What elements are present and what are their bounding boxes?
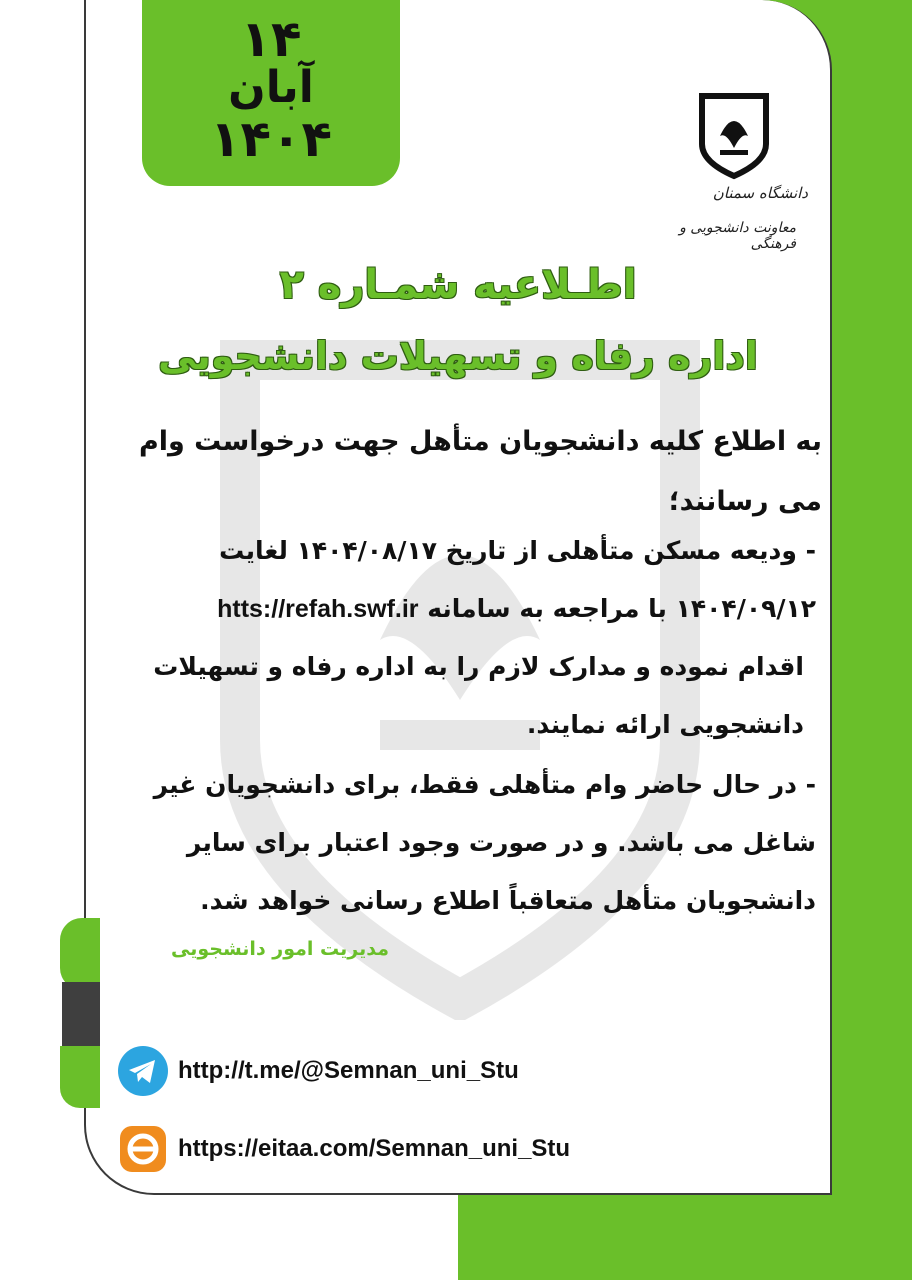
bullet-housing-deposit xyxy=(126,522,816,754)
eitaa-icon xyxy=(118,1124,168,1174)
bullet1-text-b: اقدام نموده و مدارک لازم را به اداره رفاه و تسهیلات دانشجویی ارائه نمایند. xyxy=(153,652,804,739)
signature: مدیریت امور دانشجویی xyxy=(171,938,389,960)
intro-paragraph: به اطلاع کلیه دانشجویان متأهل جهت درخواست وام می رسانند؛ xyxy=(138,426,822,517)
date-day: ۱۴ xyxy=(240,10,302,68)
refah-system-link[interactable]: htts://refah.swf.ir xyxy=(217,595,419,623)
university-emblem-icon xyxy=(698,92,770,180)
eitaa-contact[interactable] xyxy=(118,1124,570,1174)
eitaa-link[interactable]: https://eitaa.com/Semnan_uni_Stu xyxy=(178,1135,571,1162)
bullet1-text-a: - ودیعه مسکن متأهلی از تاریخ ۱۴۰۴/۰۸/۱۷ لغایت ۱۴۰۴/۰۹/۱۲ با مراجعه به سامانه xyxy=(219,536,816,623)
side-tab-green-bottom xyxy=(60,1046,100,1108)
logo-university-name: دانشگاه سمنان xyxy=(712,184,808,202)
date-badge xyxy=(142,0,400,186)
date-year: ۱۴۰۴ xyxy=(209,110,333,168)
side-tab-green-top xyxy=(60,918,100,990)
notice-title: اطـلاعیه شمـاره ۲ xyxy=(279,262,637,308)
logo-department-name: معاونت دانشجویی و فرهنگی xyxy=(679,220,796,252)
notice-subtitle: اداره رفاه و تسهیلات دانشجویی xyxy=(158,334,758,378)
date-month: آبان xyxy=(228,62,314,113)
side-tab-dark xyxy=(62,982,100,1048)
telegram-icon xyxy=(118,1046,168,1096)
telegram-contact[interactable] xyxy=(118,1046,519,1096)
bullet-current-loan: - در حال حاضر وام متأهلی فقط، برای دانشجویان غیر شاغل می باشد. و در صورت وجود اعتبار برای سایر دانشجویان متأهل متعاقباً اطلاع رسانی خواهد شد. xyxy=(153,770,816,915)
telegram-link[interactable]: http://t.me/@Semnan_uni_Stu xyxy=(178,1057,519,1084)
